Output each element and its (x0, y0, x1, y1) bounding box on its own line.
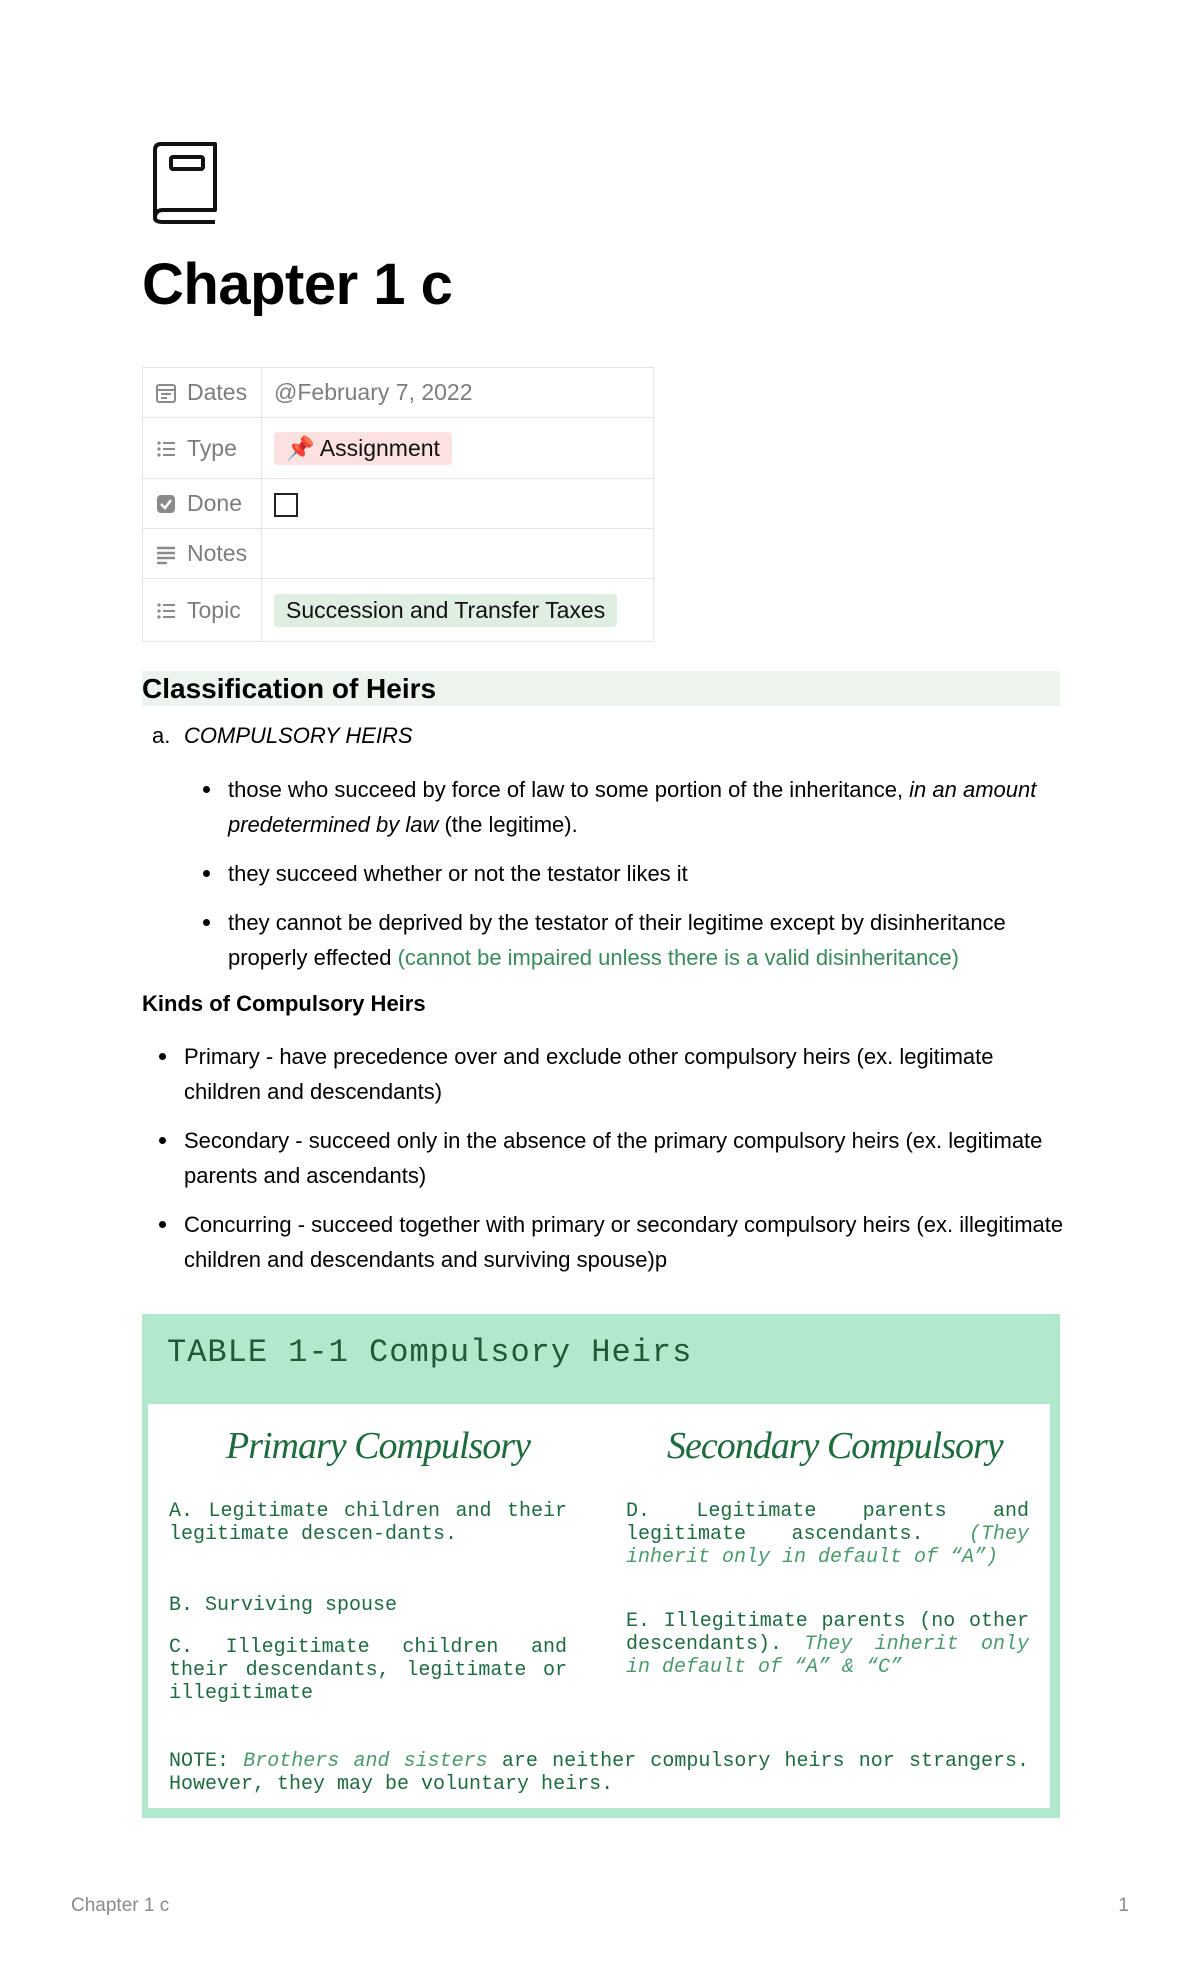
text-lines-icon (155, 543, 177, 565)
property-key: Type (187, 434, 237, 461)
property-key: Topic (187, 596, 241, 623)
property-key: Notes (187, 540, 248, 566)
dates-value[interactable]: @February 7, 2022 (262, 368, 654, 418)
list-marker: a. (152, 723, 171, 748)
heir-b: B. Surviving spouse (169, 1594, 398, 1617)
compulsory-heirs-bullets (200, 772, 1070, 989)
list-item: Concurring - succeed together with primary or secondary compulsory heirs (ex. illegitimate children and descendants and surviving spouse)p (156, 1207, 1066, 1277)
list-item-text: COMPULSORY HEIRS (184, 723, 413, 748)
heir-c: C. Illegitimate children and their descendants, legitimate or illegitimate (169, 1636, 567, 1705)
property-row-dates (143, 368, 654, 418)
table-title: TABLE 1-1 Compulsory Heirs (167, 1334, 693, 1371)
list-item: those who succeed by force of law to some portion of the inheritance, in an amount predetermined by law (the legitime). (200, 772, 1070, 842)
list-icon (155, 600, 177, 622)
property-key: Dates (187, 379, 248, 405)
list-item: they cannot be deprived by the testator of their legitime except by disinheritance properly effected (cannot be impaired unless there is a valid disinheritance) (200, 905, 1070, 975)
section-heading: Classification of Heirs (142, 671, 1060, 706)
kinds-heading: Kinds of Compulsory Heirs (142, 991, 426, 1016)
compulsory-heirs-table (142, 1314, 1060, 1818)
ordered-list-item (152, 722, 413, 750)
calendar-icon (155, 382, 177, 404)
property-key: Done (187, 490, 242, 516)
primary-column-heading: Primary Compulsory (226, 1425, 530, 1467)
properties-table (142, 367, 654, 642)
type-tag[interactable]: 📌 Assignment (274, 432, 452, 465)
property-row-type (143, 418, 654, 479)
list-item: Primary - have precedence over and exclude other compulsory heirs (ex. legitimate children and descendants) (156, 1039, 1066, 1109)
notes-value[interactable] (262, 529, 654, 579)
heir-e: E. Illegitimate parents (no other descendants). They inherit only in default of “A” & “C” (626, 1610, 1029, 1679)
page-number: 1 (1118, 1895, 1129, 1916)
checkbox-icon (155, 493, 177, 515)
property-row-notes (143, 529, 654, 579)
topic-tag[interactable]: Succession and Transfer Taxes (274, 594, 617, 627)
kinds-list (156, 1039, 1066, 1291)
footer-title: Chapter 1 c (71, 1895, 170, 1916)
heir-d: D. Legitimate parents and legitimate ascendants. (They inherit only in default of “A”) (626, 1500, 1029, 1569)
list-icon (155, 438, 177, 460)
property-row-topic (143, 579, 654, 642)
table-note: NOTE: Brothers and sisters are neither compulsory heirs nor strangers. However, they may be voluntary heirs. (169, 1750, 1029, 1796)
property-row-done (143, 479, 654, 529)
list-item: they succeed whether or not the testator likes it (200, 856, 1070, 891)
list-item: Secondary - succeed only in the absence of the primary compulsory heirs (ex. legitimate parents and ascendants) (156, 1123, 1066, 1193)
table-body (148, 1404, 1050, 1808)
done-checkbox[interactable] (274, 493, 298, 517)
book-icon (145, 140, 223, 226)
heir-a: A. Legitimate children and their legitimate descen-dants. (169, 1500, 567, 1546)
page-title: Chapter 1 c (142, 252, 453, 317)
secondary-column-heading: Secondary Compulsory (667, 1425, 1003, 1467)
